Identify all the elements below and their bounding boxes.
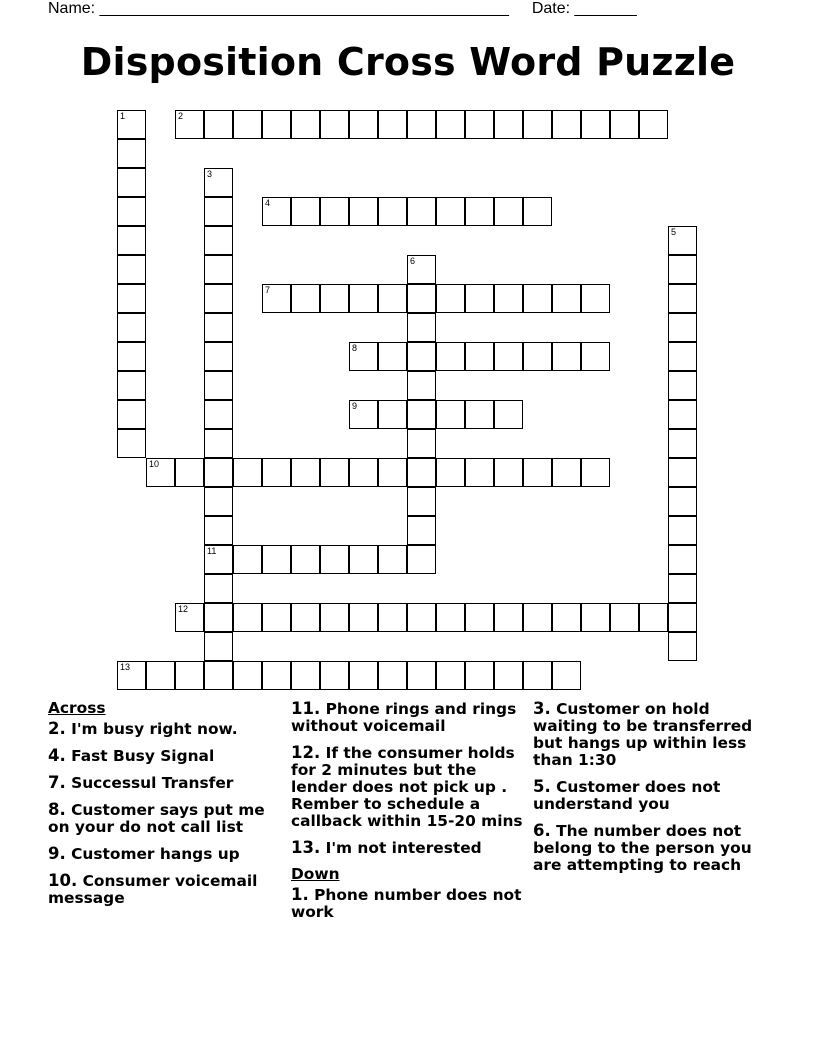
grid-cell[interactable] — [320, 458, 349, 487]
grid-cell[interactable] — [668, 516, 697, 545]
clues-column-2 — [291, 700, 527, 930]
grid-cell[interactable] — [407, 197, 436, 226]
clue-across-2: 2. I'm busy right now. — [48, 719, 238, 738]
grid-cell[interactable] — [610, 110, 639, 139]
grid-cell[interactable] — [175, 458, 204, 487]
grid-cell[interactable] — [639, 603, 668, 632]
grid-cell[interactable] — [436, 342, 465, 371]
grid-cell[interactable] — [117, 661, 146, 690]
grid-cell[interactable] — [349, 284, 378, 313]
grid-cell[interactable] — [407, 487, 436, 516]
grid-cell[interactable] — [291, 458, 320, 487]
grid-cell[interactable] — [291, 284, 320, 313]
cell-number: 10 — [149, 459, 160, 469]
grid-cell[interactable] — [668, 458, 697, 487]
date-label: Date: — [531, 0, 571, 17]
page-title: Disposition Cross Word Puzzle — [80, 40, 736, 84]
grid-cell[interactable] — [523, 284, 552, 313]
across-heading: Across — [48, 699, 106, 717]
grid-cell[interactable] — [117, 168, 146, 197]
grid-cell[interactable] — [204, 197, 233, 226]
grid-cell[interactable] — [204, 226, 233, 255]
grid-cell[interactable] — [523, 342, 552, 371]
grid-cell[interactable] — [204, 371, 233, 400]
cell-number: 12 — [178, 604, 189, 614]
grid-cell[interactable] — [204, 545, 233, 574]
grid-cell[interactable] — [494, 342, 523, 371]
cell-number: 5 — [671, 227, 677, 237]
down-heading: Down — [291, 865, 340, 883]
grid-cell[interactable] — [117, 313, 146, 342]
grid-cell[interactable] — [204, 632, 233, 661]
cell-number: 8 — [352, 343, 358, 353]
grid-cell[interactable] — [378, 545, 407, 574]
clue-across-11: 11. Phone rings and rings without voicemail — [291, 699, 517, 735]
grid-cell[interactable] — [668, 632, 697, 661]
cell-number: 7 — [265, 285, 271, 295]
grid-cell[interactable] — [494, 400, 523, 429]
grid-cell[interactable] — [117, 371, 146, 400]
grid-cell[interactable] — [465, 458, 494, 487]
grid-cell[interactable] — [175, 661, 204, 690]
clue-down-5: 5. Customer does not understand you — [533, 777, 721, 813]
grid-cell[interactable] — [552, 284, 581, 313]
grid-cell[interactable] — [349, 545, 378, 574]
grid-cell[interactable] — [668, 603, 697, 632]
grid-cell[interactable] — [436, 603, 465, 632]
grid-cell[interactable] — [581, 110, 610, 139]
clues-column-1 — [48, 700, 278, 916]
grid-cell[interactable] — [262, 110, 291, 139]
grid-cell[interactable] — [233, 110, 262, 139]
grid-cell[interactable] — [291, 197, 320, 226]
grid-cell[interactable] — [204, 313, 233, 342]
grid-cell[interactable] — [204, 603, 233, 632]
grid-cell[interactable] — [291, 661, 320, 690]
grid-cell[interactable] — [117, 139, 146, 168]
grid-cell[interactable] — [668, 226, 697, 255]
grid-cell[interactable] — [117, 342, 146, 371]
cell-number: 3 — [207, 169, 213, 179]
grid-cell[interactable] — [523, 458, 552, 487]
grid-cell[interactable] — [407, 516, 436, 545]
grid-cell[interactable] — [262, 661, 291, 690]
grid-cell[interactable] — [204, 487, 233, 516]
grid-cell[interactable] — [320, 110, 349, 139]
grid-cell[interactable] — [204, 516, 233, 545]
grid-cell[interactable] — [407, 284, 436, 313]
clue-down-6: 6. The number does not belong to the person you are attempting to reach — [533, 821, 752, 874]
grid-cell[interactable] — [581, 342, 610, 371]
grid-cell[interactable] — [349, 197, 378, 226]
clues-column-3 — [533, 700, 773, 883]
grid-cell[interactable] — [436, 197, 465, 226]
grid-cell[interactable] — [378, 284, 407, 313]
grid-cell[interactable] — [668, 429, 697, 458]
grid-cell[interactable] — [262, 284, 291, 313]
grid-cell[interactable] — [407, 545, 436, 574]
grid-cell[interactable] — [465, 342, 494, 371]
grid-cell[interactable] — [436, 661, 465, 690]
grid-cell[interactable] — [378, 661, 407, 690]
grid-cell[interactable] — [465, 603, 494, 632]
grid-cell[interactable] — [494, 284, 523, 313]
grid-cell[interactable] — [262, 545, 291, 574]
grid-cell[interactable] — [262, 197, 291, 226]
grid-cell[interactable] — [581, 458, 610, 487]
grid-cell[interactable] — [407, 342, 436, 371]
grid-cell[interactable] — [668, 574, 697, 603]
grid-cell[interactable] — [146, 661, 175, 690]
grid-cell[interactable] — [581, 603, 610, 632]
grid-cell[interactable] — [320, 661, 349, 690]
grid-cell[interactable] — [552, 110, 581, 139]
grid-cell[interactable] — [233, 458, 262, 487]
clue-down-1: 1. Phone number does not work — [291, 885, 522, 921]
grid-cell[interactable] — [349, 661, 378, 690]
grid-cell[interactable] — [233, 545, 262, 574]
grid-cell[interactable] — [320, 197, 349, 226]
grid-cell[interactable] — [175, 603, 204, 632]
clue-across-4: 4. Fast Busy Signal — [48, 746, 215, 765]
grid-cell[interactable] — [117, 255, 146, 284]
cell-number: 11 — [207, 546, 217, 556]
grid-cell[interactable] — [117, 110, 146, 139]
grid-cell[interactable] — [320, 284, 349, 313]
grid-cell[interactable] — [465, 284, 494, 313]
cell-number: 6 — [410, 256, 416, 266]
grid-cell[interactable] — [668, 545, 697, 574]
grid-cell[interactable] — [523, 603, 552, 632]
grid-cell[interactable] — [349, 603, 378, 632]
grid-cell[interactable] — [465, 197, 494, 226]
grid-cell[interactable] — [204, 400, 233, 429]
grid-cell[interactable] — [407, 661, 436, 690]
grid-cell[interactable] — [117, 226, 146, 255]
grid-cell[interactable] — [291, 110, 320, 139]
grid-cell[interactable] — [494, 110, 523, 139]
grid-cell[interactable] — [407, 110, 436, 139]
grid-cell[interactable] — [436, 110, 465, 139]
clue-across-9: 9. Customer hangs up — [48, 844, 240, 863]
cell-number: 4 — [265, 198, 271, 208]
cell-number: 1 — [120, 111, 126, 121]
grid-cell[interactable] — [204, 168, 233, 197]
grid-cell[interactable] — [204, 342, 233, 371]
grid-cell[interactable] — [639, 110, 668, 139]
clue-across-10: 10. Consumer voicemail message — [48, 871, 258, 907]
grid-cell[interactable] — [465, 110, 494, 139]
grid-cell[interactable] — [436, 400, 465, 429]
grid-cell[interactable] — [378, 110, 407, 139]
grid-cell[interactable] — [349, 342, 378, 371]
grid-cell[interactable] — [117, 197, 146, 226]
cell-number: 13 — [120, 662, 131, 672]
grid-cell[interactable] — [204, 255, 233, 284]
grid-cell[interactable] — [494, 661, 523, 690]
grid-cell[interactable] — [320, 603, 349, 632]
grid-cell[interactable] — [407, 255, 436, 284]
clue-across-7: 7. Successul Transfer — [48, 773, 234, 792]
grid-cell[interactable] — [610, 603, 639, 632]
grid-cell[interactable] — [523, 110, 552, 139]
name-line[interactable]: ______________________________________________ — [99, 0, 509, 17]
grid-cell[interactable] — [494, 603, 523, 632]
grid-cell[interactable] — [407, 458, 436, 487]
grid-cell[interactable] — [291, 545, 320, 574]
grid-cell[interactable] — [291, 603, 320, 632]
grid-cell[interactable] — [378, 400, 407, 429]
grid-cell[interactable] — [378, 342, 407, 371]
grid-cell[interactable] — [407, 313, 436, 342]
grid-cell[interactable] — [349, 110, 378, 139]
clue-across-8: 8. Customer says put me on your do not call list — [48, 800, 265, 836]
grid-cell[interactable] — [668, 313, 697, 342]
grid-cell[interactable] — [523, 661, 552, 690]
grid-cell[interactable] — [204, 429, 233, 458]
grid-cell[interactable] — [262, 458, 291, 487]
clue-across-12: 12. If the consumer holds for 2 minutes but the lender does not pick up . Rember to schedule a callback within 15-20 mins — [291, 743, 523, 830]
grid-cell[interactable] — [117, 400, 146, 429]
grid-cell[interactable] — [204, 110, 233, 139]
cell-number: 2 — [178, 111, 184, 121]
grid-cell[interactable] — [552, 603, 581, 632]
grid-cell[interactable] — [407, 400, 436, 429]
grid-cell[interactable] — [668, 400, 697, 429]
grid-cell[interactable] — [668, 284, 697, 313]
cell-number: 9 — [352, 401, 358, 411]
grid-cell[interactable] — [552, 342, 581, 371]
grid-cell[interactable] — [668, 487, 697, 516]
grid-cell[interactable] — [233, 603, 262, 632]
grid-cell[interactable] — [407, 371, 436, 400]
grid-cell[interactable] — [117, 284, 146, 313]
grid-cell[interactable] — [436, 284, 465, 313]
grid-cell[interactable] — [204, 574, 233, 603]
grid-cell[interactable] — [204, 661, 233, 690]
grid-cell[interactable] — [175, 110, 204, 139]
grid-cell[interactable] — [552, 458, 581, 487]
grid-cell[interactable] — [668, 342, 697, 371]
grid-cell[interactable] — [668, 371, 697, 400]
grid-cell[interactable] — [407, 603, 436, 632]
name-label: Name: — [48, 0, 96, 17]
date-line[interactable]: _______ — [574, 0, 637, 17]
grid-cell[interactable] — [494, 197, 523, 226]
grid-cell[interactable] — [523, 197, 552, 226]
grid-cell[interactable] — [407, 429, 436, 458]
grid-cell[interactable] — [349, 400, 378, 429]
grid-cell[interactable] — [552, 661, 581, 690]
grid-cell[interactable] — [494, 458, 523, 487]
grid-cell[interactable] — [465, 661, 494, 690]
grid-cell[interactable] — [204, 458, 233, 487]
clue-down-3: 3. Customer on hold waiting to be transferred but hangs up within less than 1:30 — [533, 699, 753, 769]
grid-cell[interactable] — [320, 545, 349, 574]
grid-cell[interactable] — [378, 197, 407, 226]
grid-cell[interactable] — [349, 458, 378, 487]
grid-cell[interactable] — [233, 661, 262, 690]
grid-cell[interactable] — [204, 284, 233, 313]
grid-cell[interactable] — [378, 603, 407, 632]
grid-cell[interactable] — [378, 458, 407, 487]
grid-cell[interactable] — [668, 255, 697, 284]
grid-cell[interactable] — [581, 284, 610, 313]
grid-cell[interactable] — [465, 400, 494, 429]
grid-cell[interactable] — [436, 458, 465, 487]
grid-cell[interactable] — [117, 429, 146, 458]
grid-cell[interactable] — [262, 603, 291, 632]
grid-cell[interactable] — [146, 458, 175, 487]
clue-across-13: 13. I'm not interested — [291, 838, 482, 857]
